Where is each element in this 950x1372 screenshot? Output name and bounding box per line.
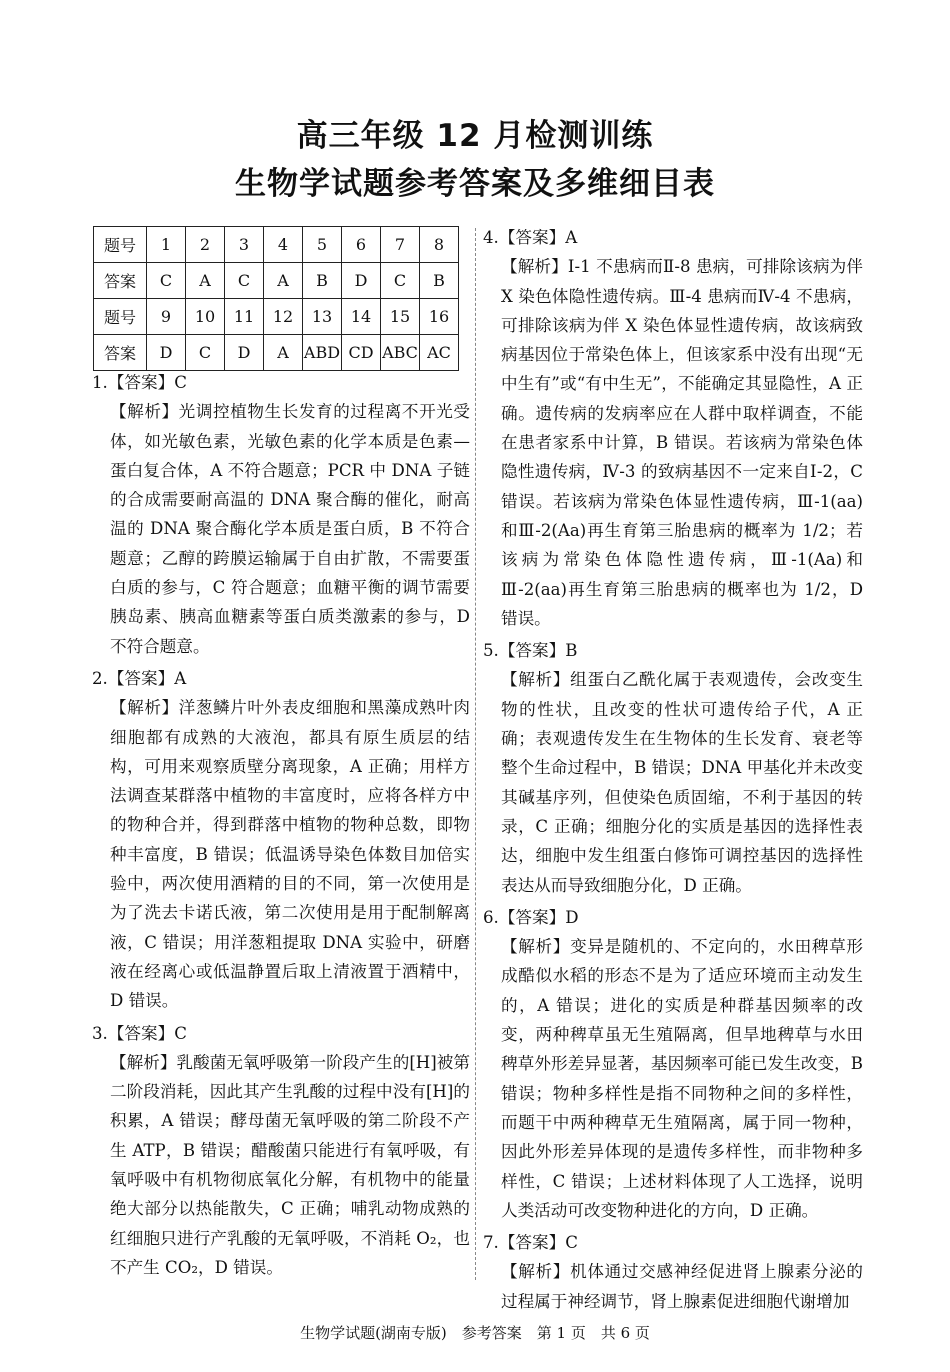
question-answer-line: 5.【答案】B <box>483 641 578 661</box>
question-answer-line: 2.【答案】A <box>92 668 187 688</box>
table-cell: D <box>342 263 381 299</box>
table-cell: A <box>186 263 225 299</box>
table-row <box>94 335 459 371</box>
question-explanation: 【解析】变异是随机的、不定向的，水田稗草形成酷似水稻的形态不是为了适应环境而主动发生的，A 错误；进化的实质是种群基因频率的改变，两种稗草虽无生殖隔离，但旱地稗草与水田稗草外形差异显著，基因频率可能已发生改变，B 错误；物种多样性是指不同物种之间的多样性，而题干中两种稗草无生殖隔离，属于同一物种，因此外形差异体现的是遗传多样性，而非物种多样性，C 错误；上述材料体现了人工选择，说明人类活动可改变物种进化的方向，D 正确。 <box>501 937 863 1220</box>
table-cell: D <box>225 335 264 371</box>
table-cell: CD <box>342 335 381 371</box>
question-answer-line: 4.【答案】A <box>483 228 578 247</box>
question-block <box>483 903 863 1225</box>
table-cell: AC <box>420 335 459 371</box>
table-cell: 2 <box>186 227 225 263</box>
table-cell: 4 <box>264 227 303 263</box>
table-cell: C <box>225 263 264 299</box>
page-title: 高三年级 12 月检测训练 <box>296 118 654 154</box>
table-cell: C <box>381 263 420 299</box>
row-label: 题号 <box>94 299 147 335</box>
table-row <box>94 227 459 263</box>
question-explanation: 【解析】机体通过交感神经促进肾上腺素分泌的过程属于神经调节，肾上腺素促进细胞代谢增加 <box>501 1262 863 1311</box>
question-answer-line: 7.【答案】C <box>483 1233 578 1253</box>
table-cell: D <box>147 335 186 371</box>
table-cell: C <box>186 335 225 371</box>
table-cell: 12 <box>264 299 303 335</box>
table-cell: 14 <box>342 299 381 335</box>
question-explanation: 【解析】乳酸菌无氧呼吸第一阶段产生的[H]被第二阶段消耗，因此其产生乳酸的过程中没有[H]的积累，A 错误；酵母菌无氧呼吸的第二阶段不产生 ATP，B 错误；醋酸菌只能进行有氧呼吸，有氧呼吸中有机物彻底氧化分解，有机物中的能量绝大部分以热能散失，C 正确；哺乳动物成熟的红细胞只进行产乳酸的无氧呼吸，不消耗 O₂，也不产生 CO₂，D 错误。 <box>110 1052 470 1277</box>
table-cell: 3 <box>225 227 264 263</box>
row-label: 答案 <box>94 263 147 299</box>
right-column <box>483 223 863 1319</box>
table-cell: 5 <box>303 227 342 263</box>
column-divider <box>475 228 476 1280</box>
table-cell: B <box>420 263 459 299</box>
table-cell: 6 <box>342 227 381 263</box>
question-block <box>483 223 863 633</box>
page-subtitle: 生物学试题参考答案及多维细目表 <box>235 166 715 202</box>
table-cell: A <box>264 335 303 371</box>
table-cell: 11 <box>225 299 264 335</box>
question-answer-line: 6.【答案】D <box>483 907 579 927</box>
table-cell: ABC <box>381 335 420 371</box>
question-explanation: 【解析】组蛋白乙酰化属于表观遗传，会改变生物的性状，且改变的性状可遗传给子代，A 正确；表观遗传发生在生物体的生长发育、衰老等整个生命过程中，B 错误；DNA 甲基化并未改变其碱基序列，但使染色质固缩，不利于基因的转录，C 正确；细胞分化的实质是基因的选择性表达，细胞中发生组蛋白修饰可调控基因的选择性表达从而导致细胞分化，D 正确。 <box>501 670 863 895</box>
question-block <box>92 664 470 1016</box>
row-label: 答案 <box>94 335 147 371</box>
question-block <box>92 1019 470 1283</box>
question-explanation: 【解析】光调控植物生长发育的过程离不开光受体，如光敏色素，光敏色素的化学本质是色素—蛋白复合体，A 不符合题意；PCR 中 DNA 子链的合成需要耐高温的 DNA 聚合酶的催化，耐高温的 DNA 聚合酶化学本质是蛋白质，B 不符合题意；乙醇的跨膜运输属于自由扩散，不需要蛋白质的参与，C 符合题意；血糖平衡的调节需要胰岛素、胰高血糖素等蛋白质类激素的参与，D 不符合题意。 <box>110 402 470 656</box>
table-cell: 9 <box>147 299 186 335</box>
table-row <box>94 299 459 335</box>
table-cell: 16 <box>420 299 459 335</box>
table-cell: C <box>147 263 186 299</box>
question-explanation: 【解析】Ⅰ-1 不患病而Ⅱ-8 患病，可排除该病为伴 X 染色体隐性遗传病。Ⅲ-4 患病而Ⅳ-4 不患病，可排除该病为伴 X 染色体显性遗传病，故该病致病基因位于常染色体上，但该家系中没有出现“无中生有”或“有中生无”，不能确定其显隐性，A 正确。遗传病的发病率应在人群中取样调查，不能在患者家系中计算，B 错误。若该病为常染色体隐性遗传病，Ⅳ-3 的致病基因不一定来自Ⅰ-2，C 错误。若该病为常染色体显性遗传病，Ⅲ-1(aa)和Ⅲ-2(Aa)再生育第三胎患病的概率为 1/2；若该病为常染色体隐性遗传病，Ⅲ-1(Aa)和Ⅲ-2(aa)再生育第三胎患病的概率也为 1/2，D 错误。 <box>501 257 863 628</box>
question-explanation: 【解析】洋葱鳞片叶外表皮细胞和黑藻成熟叶肉细胞都有成熟的大液泡，都具有原生质层的结构，可用来观察质壁分离现象，A 正确；用样方法调查某群落中植物的丰富度时，应将各样方中的物种合并，得到群落中植物的物种总数，即物种丰富度，B 错误；低温诱导染色体数目加倍实验中，两次使用酒精的目的不同，第一次使用是为了洗去卡诺氏液，第二次使用是用于配制解离液，C 错误；用洋葱粗提取 DNA 实验中，研磨液在经离心或低温静置后取上清液置于酒精中，D 错误。 <box>110 698 470 1011</box>
table-cell: 13 <box>303 299 342 335</box>
question-answer-line: 1.【答案】C <box>92 373 187 392</box>
left-column <box>92 368 470 1285</box>
table-cell: 1 <box>147 227 186 263</box>
table-row <box>94 263 459 299</box>
table-cell: 15 <box>381 299 420 335</box>
answer-table <box>93 226 459 371</box>
row-label: 题号 <box>94 227 147 263</box>
table-cell: 8 <box>420 227 459 263</box>
table-cell: B <box>303 263 342 299</box>
table-cell: ABD <box>303 335 342 371</box>
question-block <box>483 636 863 900</box>
table-cell: A <box>264 263 303 299</box>
page-footer: 生物学试题(湖南专版) 参考答案 第 1 页 共 6 页 <box>300 1324 650 1342</box>
question-block <box>483 1228 863 1316</box>
question-answer-line: 3.【答案】C <box>92 1023 187 1043</box>
question-block <box>92 368 470 661</box>
table-cell: 7 <box>381 227 420 263</box>
table-cell: 10 <box>186 299 225 335</box>
